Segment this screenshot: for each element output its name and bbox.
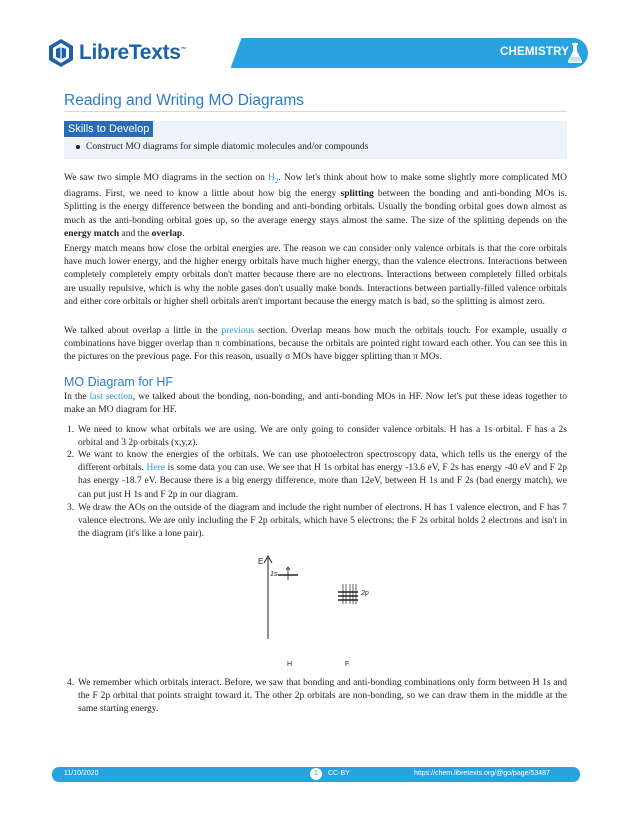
flask-icon (566, 42, 584, 64)
last-section-link[interactable]: last section (89, 392, 133, 402)
h-orbital-label: 1s (270, 571, 278, 578)
skills-list-item: Construct MO diagrams for simple diatomic molecules and/or compounds (76, 142, 368, 152)
intro-paragraph-2: Energy match means how close the orbital energies are. The reason we can consider only valence orbitals is that the core orbitals have much lower energy, and the higher energy orbitals have much higher energy, than the valence electrons. Interactions between completely completely empty orbitals don't matter because there are no electrons. Interactions between completely filled orbitals are usually repulsive, which is why the noble gases don't usually make bonds. Interactions between partially-filled valence orbitals and either core orbitals or higher shell orbitals aren't important because the energy match is bad, so the splitting is almost zero. (64, 244, 567, 307)
energy-axis-label: E (258, 557, 264, 566)
list-item: 3. We draw the AOs on the outside of the diagram and include the right number of electrons. H has 1 valence electron, and F has 7 valence electrons. We are only including the F 2p orbitals, which have 5 electrons; the F 2s orbital holds 2 electrons and isn't in the diagram (it's like a lone pair). (67, 503, 567, 540)
footer-date: 11/10/2020 (64, 770, 99, 777)
title-divider (64, 111, 567, 112)
page-number: 1 (314, 770, 318, 777)
hf-intro-paragraph: In the last section, we talked about the bonding, non-bonding, and anti-bonding MOs in HF. Now let's put these ideas together to make an MO diagram for HF. (64, 392, 567, 416)
list-item: 2. We want to know the energies of the orbitals. We can use photoelectron spectroscopy data, which tells us the energy of the different orbitals. Here is some data you can use. We see that H 1s orbital has energy -13.6 eV, F 2s has energy -40 eV and F 2p has energy -18.7 eV. Because there is a big energy difference, more than 12eV, between H 1s and F 2s (bad energy match), we can put just H 1s and F 2p in our diagram. (67, 450, 567, 500)
logo-wordmark: LibreTexts™ (79, 41, 187, 64)
intro-paragraph-1: We saw two simple MO diagrams in the section on $H_2$. Now let's think about how to make some slightly more complicated MO diagrams. First, we need to know a little about how big the energy splitting between the bonding and anti-bonding MOs is. Splitting is the energy difference between the bonding and anti-bonding orbitals. Usually the bonding orbital goes down almost as much as the anti-bonding orbital goes up, so the average energy stays almost the same. The size of the splitting depends on the energy match and the overlap. (64, 173, 567, 239)
page-title: Reading and Writing MO Diagrams (64, 92, 305, 109)
bullet-icon (76, 145, 80, 149)
list-item: 1. We need to know what orbitals we are using. We are only going to consider valence orbitals. H has a 1s orbital. F has a 2s orbital and 3 2p orbitals (x,y,z). (67, 425, 567, 449)
intro-paragraph-3: We talked about overlap a little in the previous section. Overlap means how much the orbitals touch. For example, usually σ combinations have bigger overlap than π combinations, because the orbitals are pointed right toward each other. You can see this in the pictures on the previous page. For this reason, usually σ MOs have bigger splitting than π MOs. (64, 326, 567, 363)
f-orbital-label: 2p (361, 590, 369, 597)
libretexts-logo[interactable] (46, 38, 186, 68)
subject-label[interactable]: CHEMISTRY (500, 46, 570, 58)
footer-url[interactable]: https://chem.libretexts.org/@go/page/53487 (414, 770, 550, 777)
footer-license: CC-BY (328, 770, 350, 777)
list-item: 4. We remember which orbitals interact. Before, we saw that bonding and anti-bonding combinations only form between H 1s and the F 2p orbital that points straight toward it. The other 2p orbitals are non-bonding, so we can draw them in the middle at the same starting energy. (67, 678, 567, 715)
section-heading-hf: MO Diagram for HF (64, 375, 174, 389)
mo-diagram-svg (250, 552, 380, 672)
here-link[interactable]: Here (146, 463, 165, 474)
h2-link[interactable]: $H_2$ (268, 173, 279, 185)
libretexts-logo-icon (46, 38, 76, 68)
skills-label: Skills to Develop (64, 121, 153, 137)
f-atom-label: F (345, 661, 350, 668)
mo-diagram (250, 552, 380, 672)
previous-section-link[interactable]: previous (221, 326, 255, 336)
h-atom-label: H (287, 661, 293, 668)
